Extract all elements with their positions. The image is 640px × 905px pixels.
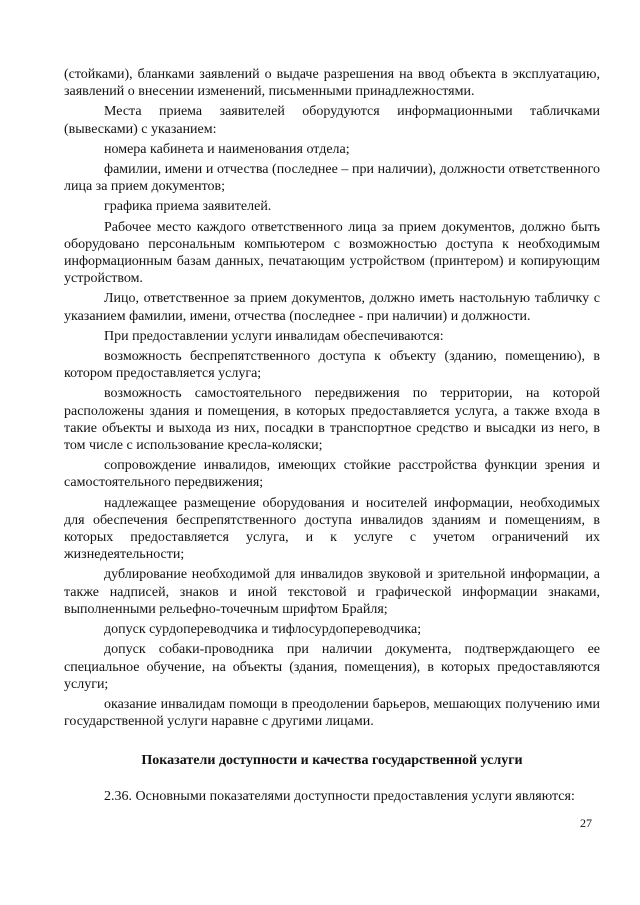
paragraph-equipment-placement: надлежащее размещение оборудования и носителей информации, необходимых для обеспечения беспрепятственного доступа инвалидов зданиям и помещениям, в которых предоставляется услуга, и к услуге с учетом ограничений их жизнедеятельности; (64, 495, 600, 563)
paragraph-continuation: (стойками), бланками заявлений о выдаче разрешения на ввод объекта в эксплуатацию, заявлений о внесении изменений, письменными принадлежностями. (64, 67, 600, 100)
document-body (64, 66, 600, 808)
paragraph-desk-sign: Лицо, ответственное за прием документов, должно иметь настольную табличку с указанием фамилии, имени, отчества (последнее - при наличии) и должности. (64, 291, 600, 324)
paragraph-independent-movement: возможность самостоятельного передвижения по территории, на которой расположены здания и помещения, в которых предоставляется услуга, а также входа в такие объекты и выхода из них, посадки в транспортное средство и высадки из него, в том числе с использование кресла-коляски; (64, 386, 600, 454)
paragraph-sign-interpreter: допуск сурдопереводчика и тифлосурдопереводчика; (104, 622, 422, 638)
page-number: 27 (580, 816, 592, 830)
paragraph-responsible-person: фамилии, имени и отчества (последнее – при наличии), должности ответственного лица за прием документов; (64, 162, 600, 195)
paragraph-assistance: оказание инвалидам помощи в преодолении барьеров, мешающих получению ими государственной услуги наравне с другими лицами. (64, 696, 600, 730)
paragraph-reception-signs: Места приема заявителей оборудуются информационными табличками (вывесками) с указанием: (64, 104, 600, 137)
paragraph-room-number: номера кабинета и наименования отдела; (104, 141, 350, 157)
paragraph-guide-dog: допуск собаки-проводника при наличии документа, подтверждающего ее специальное обучение, на объекты (здания, помещения), в которых предоставляются услуги; (64, 642, 600, 692)
paragraph-disabled-provisions: При предоставлении услуги инвалидам обеспечиваются: (104, 328, 444, 344)
paragraph-escort: сопровождение инвалидов, имеющих стойкие расстройства функции зрения и самостоятельного передвижения; (64, 458, 600, 491)
paragraph-workplace: Рабочее место каждого ответственного лица за прием документов, должно быть оборудовано персональным компьютером с возможностью доступа к необходимым информационным базам данных, печатающим устройством (принтером) и копирующим устройством. (64, 219, 600, 287)
paragraph-free-access: возможность беспрепятственного доступа к объекту (зданию, помещению), в котором предоставляется услуга; (64, 349, 600, 382)
paragraph-indicators: 2.36. Основными показателями доступности предоставления услуги являются: (104, 788, 575, 804)
paragraph-schedule: графика приема заявителей. (104, 199, 272, 215)
section-heading: Показатели доступности и качества государственной услуги (141, 753, 523, 769)
paragraph-duplication: дублирование необходимой для инвалидов звуковой и зрительной информации, а также надписей, знаков и иной текстовой и графической информации знаками, выполненными рельефно-точечным шрифтом Брайля; (64, 567, 600, 617)
